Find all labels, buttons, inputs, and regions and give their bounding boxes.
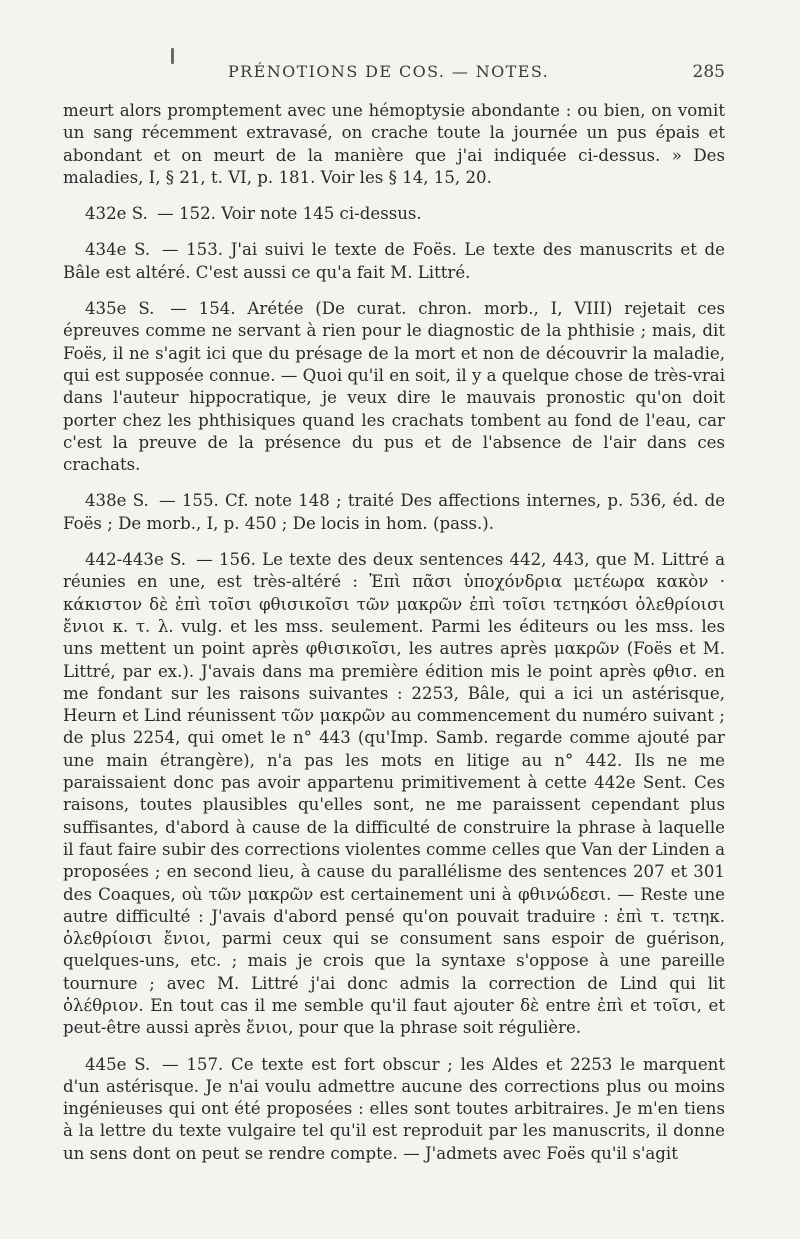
note-text: — 157. Ce texte est fort obscur ; les Aldes et 2253 le marquent d'un astérisque. Je n'ai voulu admettre aucune des corrections plus ou moins ingénieuses qui ont été proposées : elles sont toutes arbitraires. Je m'en tiens à la lettre du texte vulgaire tel qu'il est reproduit par les manuscrits, il donne un sens dont on peut se rendre compte. — J'admets avec Foës qu'il s'agit xyxy=(63,1054,725,1163)
note-text: — 153. J'ai suivi le texte de Foës. Le texte des manuscrits et de Bâle est altéré. C'est aussi ce qu'a fait M. Littré. xyxy=(63,240,725,282)
running-head: PRÉNOTIONS DE COS. — NOTES. xyxy=(228,62,550,81)
note-154 xyxy=(63,298,725,476)
note-number: 435e S. xyxy=(85,299,155,319)
continuation-paragraph: meurt alors promptement avec une hémoptysie abondante : ou bien, on vomit un sang récemment extravasé, on crache toute la journée un pus épais et abondant et on meurt de la manière que j'ai indiquée ci-dessus. » Des maladies, I, § 21, t. VI, p. 181. Voir les § 14, 15, 20. xyxy=(63,101,725,187)
note-number: 445e S. xyxy=(85,1054,151,1074)
page-number: 285 xyxy=(692,62,725,82)
note-number: 432e S. xyxy=(85,204,148,224)
note-text: — 152. Voir note 145 ci-dessus. xyxy=(157,204,422,224)
note-text: — 154. Arétée (De curat. chron. morb., I, VIII) rejetait ces épreuves comme ne servant à rien pour le diagnostic de la phthisie ; mais, dit Foës, il ne s'agit ici que du présage de la mort et non de découvrir la maladie, qui est supposée connue. — Quoi qu'il en soit, il y a quelque chose de très-vrai dans l'auteur hippocratique, je veux dire le mauvais pronostic qu'on doit porter chez les phthisiques quand les crachats tombent au fond de l'eau, car c'est la preuve de la présence du pus et de l'absence de l'air dans ces crachats. xyxy=(63,299,725,475)
book-page xyxy=(63,58,725,1228)
note-152 xyxy=(63,203,725,225)
note-text: — 155. Cf. note 148 ; traité Des affections internes, p. 536, éd. de Foës ; De morb., I, p. 450 ; De locis in hom. (pass.). xyxy=(63,491,725,533)
note-157 xyxy=(63,1054,725,1165)
note-155 xyxy=(63,490,725,535)
note-153 xyxy=(63,239,725,284)
note-number: 442-443e S. xyxy=(85,550,187,570)
note-number: 438e S. xyxy=(85,491,149,511)
page-header xyxy=(63,58,725,100)
note-text: — 156. Le texte des deux sentences 442, 443, que M. Littré a réunies en une, est très-altéré : Ἐπὶ πᾶσι ὑποχόνδρια μετέωρα κακὸν · κάκιστον δὲ ἐπὶ τοῖσι φθισικοῖσι τῶν μακρῶν ἐπὶ τοῖσι τετηκόσι ὀλεθρίοισι ἔνιοι κ. τ. λ. vulg. et les mss. seulement. Parmi les éditeurs ou les mss. les uns mettent un point après φθισικοῖσι, les autres après μακρῶν (Foës et M. Littré, par ex.). J'avais dans ma première édition mis le point après φθισ. en me fondant sur les raisons suivantes : 2253, Bâle, qui a ici un astérisque, Heurn et Lind réunissent τῶν μακρῶν au commencement du numéro suivant ; de plus 2254, qui omet le n° 443 (qu'Imp. Samb. regarde comme ajouté par une main étrangère), n'a pas les mots en litige au n° 442. Ils ne me paraissaient donc pas avoir appartenu primitivement à cette 442e Sent. Ces raisons, toutes plausibles qu'elles sont, ne me paraissent cependant plus suffisantes, d'abord à cause de la difficulté de construire la phrase à laquelle il faut faire subir des corrections violentes comme celles que Van der Linden a proposées ; en second lieu, à cause du parallélisme des sentences 207 et 301 des Coaques, où τῶν μακρῶν est certainement uni à φθινώδεσι. — Reste une autre difficulté : J'avais d'abord pensé qu'on pouvait traduire : ἐπὶ τ. τετηκ. ὀλεθρίοισι ἔνιοι, parmi ceux qui se consument sans espoir de guérison, quelques-uns, etc. ; mais je crois que la syntaxe s'oppose à une pareille tournure ; avec M. Littré j'ai donc admis la correction de Lind qui lit ὀλέθριον. En tout cas il me semble qu'il faut ajouter δὲ entre ἐπὶ et τοῖσι, et peut-être aussi après ἔνιοι, pour que la phrase soit régulière. xyxy=(63,550,725,1038)
note-156 xyxy=(63,549,725,1040)
note-number: 434e S. xyxy=(85,240,151,260)
